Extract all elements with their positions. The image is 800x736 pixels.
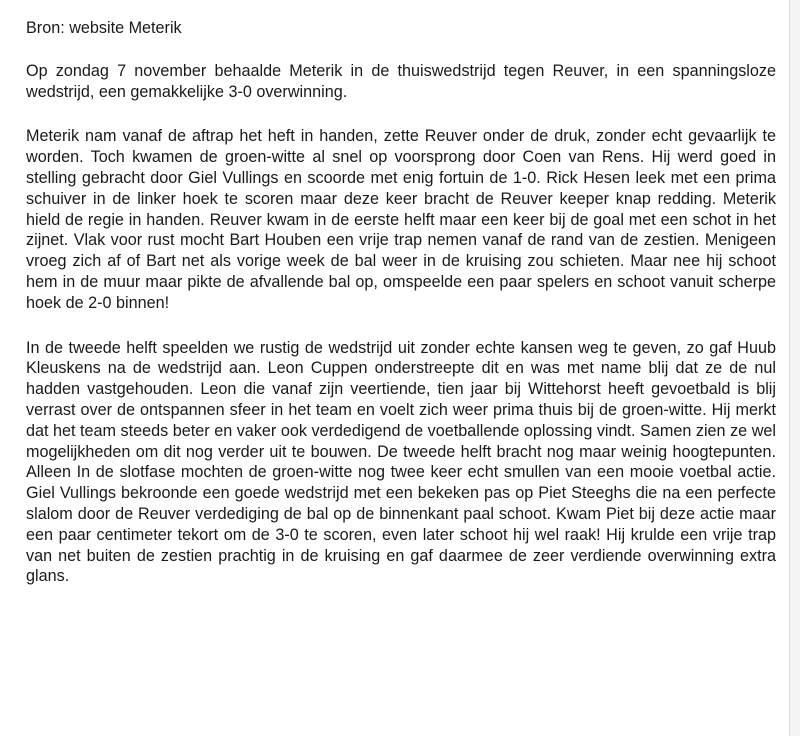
paragraph-intro: Op zondag 7 november behaalde Meterik in de thuiswedstrijd tegen Reuver, in een spanningsloze wedstrijd, een gemakkelijke 3-0 overwinning. <box>26 61 776 101</box>
paragraph-second-half: In de tweede helft speelden we rustig de wedstrijd uit zonder echte kansen weg te geven, zo gaf Huub Kleuskens na de wedstrijd aan. Leon Cuppen onderstreepte dit en was met name blij dat ze de nul hadden vastgehouden. Leon die vanaf zijn veertiende, tien jaar bij Wittehorst heeft gevoetbald is blij verrast over de ontspannen sfeer in het team en voelt zich weer prima thuis bij de groen-witte. Hij merkt dat het team steeds beter en vaker ook verdedigend de voetballende oplossing vindt. Samen zien ze wel mogelijkheden om dit nog verder uit te bouwen. De tweede helft bracht nog maar weinig hoogtepunten. Alleen In de slotfase mochten de groen-witte nog twee keer echt smullen van een mooie voetbal actie. Giel Vullings bekroonde een goede wedstrijd met een bekeken pas op Piet Steeghs die na een perfecte slalom door de Reuver verdediging de bal op de binnenkant paal schoot. Kwam Piet bij deze actie maar een paar centimeter tekort om de 3-0 te scoren, even later schoot hij wel raak! Hij krulde een vrije trap van net buiten de zestien prachtig in de kruising en gaf daarmee de zeer verdiende overwinning extra glans. <box>26 338 776 586</box>
paragraph-first-half: Meterik nam vanaf de aftrap het heft in handen, zette Reuver onder de druk, zonder echt gevaarlijk te worden. Toch kwamen de groen-witte al snel op voorsprong door Coen van Rens. Hij werd goed in stelling gebracht door Giel Vullings en scoorde met enig fortuin de 1-0. Rick Hesen leek met een prima schuiver in de linker hoek te scoren maar deze keer bracht de Reuver keeper knap redding. Meterik hield de regie in handen. Reuver kwam in de eerste helft maar een keer bij de goal met een schot in het zijnet. Vlak voor rust mocht Bart Houben een vrije trap nemen vanaf de rand van de zestien. Menigeen vroeg zich af of Bart net als vorige week de bal weer in de kruising zou schieten. Maar nee hij schoot hem in de muur maar pikte de afvallende bal op, omspeelde een paar spelers en schoot vanuit scherpe hoek de 2-0 binnen! <box>26 127 776 312</box>
article-body <box>26 18 776 611</box>
scrollbar-track[interactable] <box>790 0 800 736</box>
source-line: Bron: website Meterik <box>26 19 182 37</box>
